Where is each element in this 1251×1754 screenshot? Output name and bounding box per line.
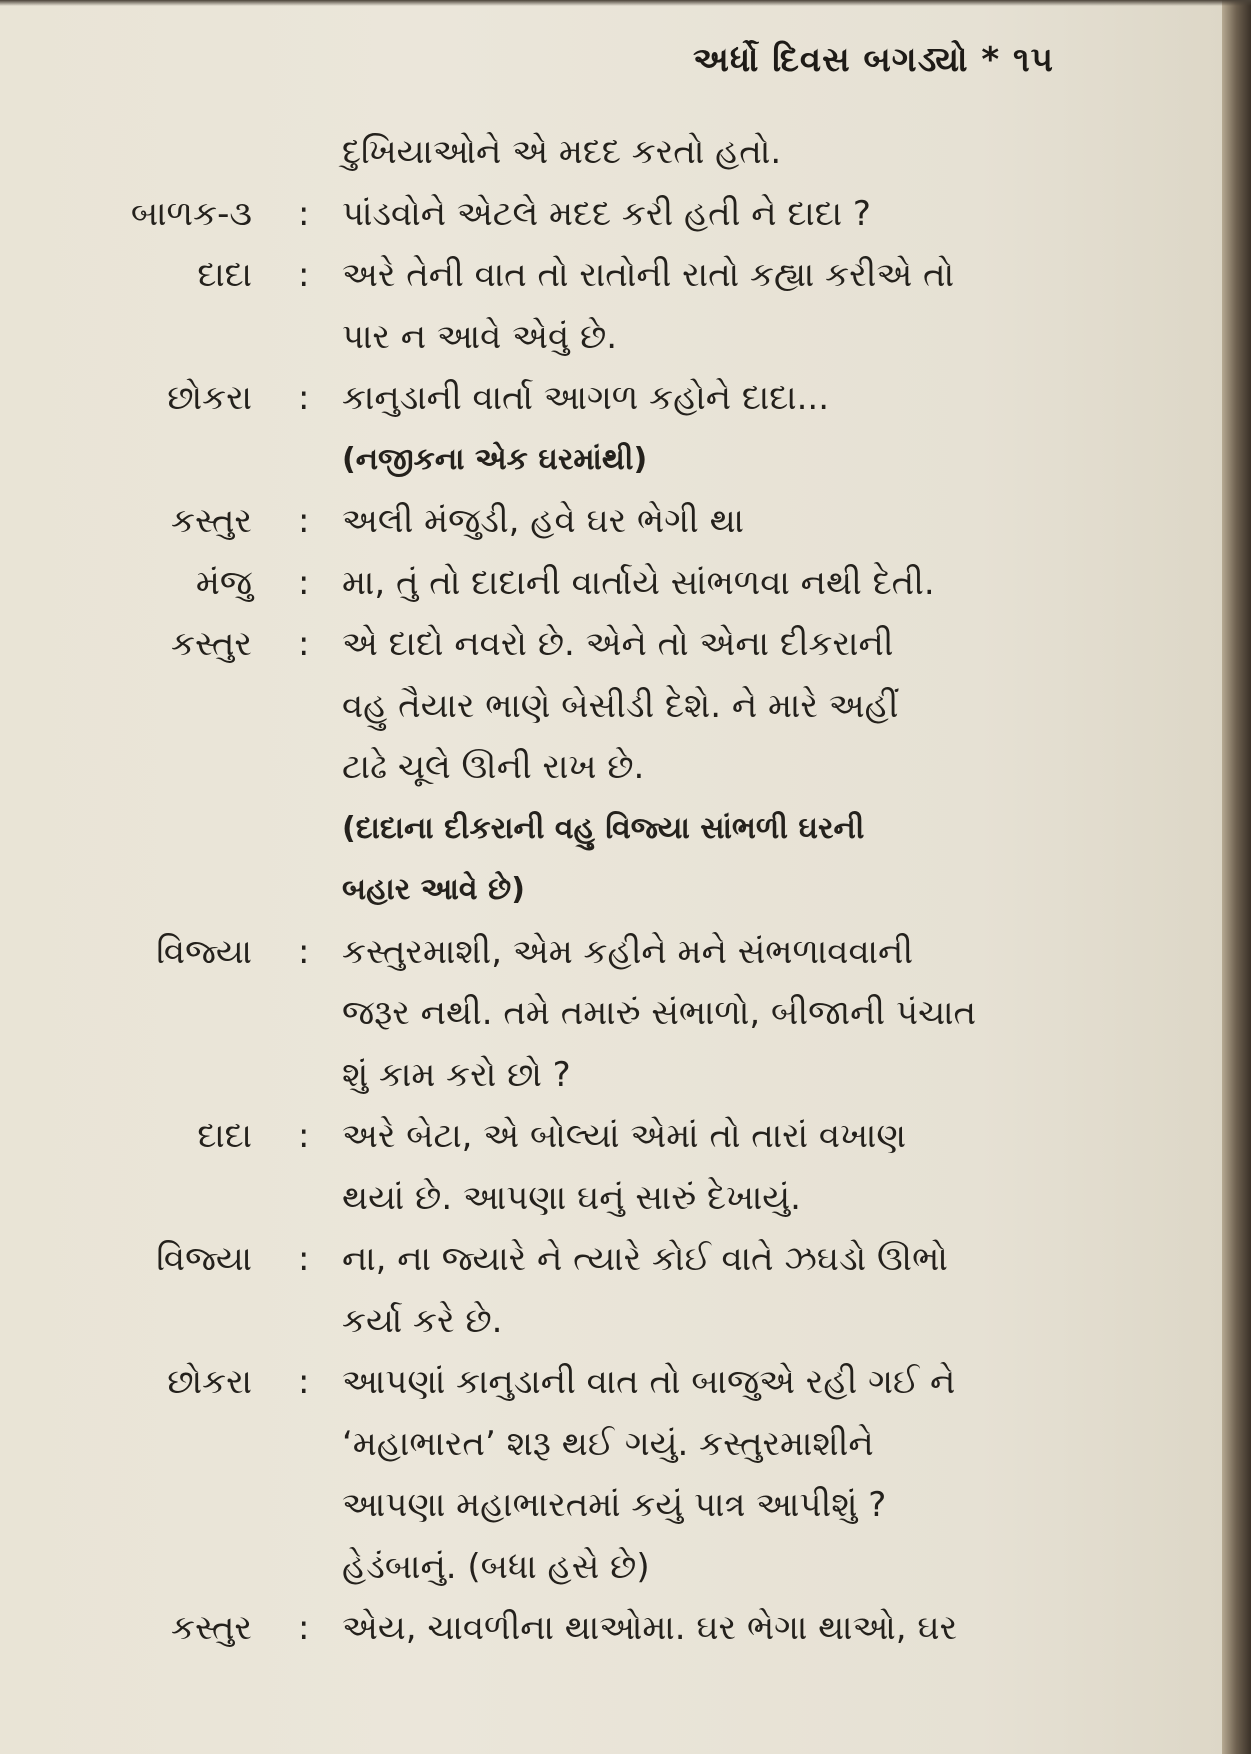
dialogue-line bbox=[0, 494, 1222, 548]
speaker-name: છોકરા bbox=[167, 1362, 252, 1402]
dialogue-text: જરૂર નથી. તમે તમારું સંભાળો, બીજાની પંચાત bbox=[342, 993, 977, 1033]
dialogue-text: થયાં છે. આપણા ઘનું સારું દેખાયું. bbox=[342, 1178, 801, 1218]
dialogue-line bbox=[0, 187, 1222, 241]
dialogue-line bbox=[0, 802, 1222, 856]
dialogue-text: શું કામ કરો છો ? bbox=[342, 1055, 571, 1095]
dialogue-text: કસ્તુરમાશી, એમ કહીને મને સંભળાવવાની bbox=[342, 932, 914, 972]
top-shadow bbox=[0, 0, 1251, 6]
dialogue-line bbox=[0, 125, 1222, 179]
speaker-colon: : bbox=[298, 255, 310, 295]
dialogue-text: પાંડવોને એટલે મદદ કરી હતી ને દાદા ? bbox=[342, 194, 871, 234]
dialogue-text: આપણાં કાનુડાની વાત તો બાજુએ રહી ગઈ ને bbox=[342, 1362, 956, 1402]
speaker-name: વિજ્યા bbox=[156, 1239, 252, 1279]
dialogue-line bbox=[0, 433, 1222, 487]
dialogue-text: અરે બેટા, એ બોલ્યાં એમાં તો તારાં વખાણ bbox=[342, 1116, 906, 1156]
dialogue-text: દુખિયાઓને એ મદદ કરતો હતો. bbox=[342, 132, 782, 172]
speaker-colon: : bbox=[298, 1362, 310, 1402]
dialogue-line bbox=[0, 310, 1222, 364]
dialogue-line bbox=[0, 1355, 1222, 1409]
speaker-name: છોકરા bbox=[167, 378, 252, 418]
dialogue-line bbox=[0, 1601, 1222, 1655]
dialogue-text: ટાઢે ચૂલે ઊની રાખ છે. bbox=[342, 747, 645, 787]
dialogue-line bbox=[0, 556, 1222, 610]
dialogue-line bbox=[0, 371, 1222, 425]
speaker-name: વિજ્યા bbox=[156, 932, 252, 972]
dialogue-line bbox=[0, 925, 1222, 979]
running-header: અર્ધો દિવસ બગડ્યો * ૧૫ bbox=[692, 40, 1054, 80]
speaker-colon: : bbox=[298, 932, 310, 972]
dialogue-text: એ દાદો નવરો છે. એને તો એના દીકરાની bbox=[342, 624, 894, 664]
speaker-colon: : bbox=[298, 1608, 310, 1648]
speaker-colon: : bbox=[298, 624, 310, 664]
dialogue-text: અલી મંજુડી, હવે ઘર ભેગી થા bbox=[342, 501, 744, 541]
dialogue-line bbox=[0, 617, 1222, 671]
speaker-name: કસ્તુર bbox=[171, 501, 252, 541]
dialogue-text: ના, ના જ્યારે ને ત્યારે કોઈ વાતે ઝઘડો ઊભો bbox=[342, 1239, 948, 1279]
dialogue-line bbox=[0, 1232, 1222, 1286]
stage-direction: (નજીકના એક ઘરમાંથી) bbox=[342, 442, 648, 477]
speaker-colon: : bbox=[298, 1239, 310, 1279]
dialogue-text: આપણા મહાભારતમાં કયું પાત્ર આપીશું ? bbox=[342, 1485, 887, 1525]
dialogue-line bbox=[0, 1417, 1222, 1471]
dialogue-text: એય, ચાવળીના થાઓમા. ઘર ભેગા થાઓ, ઘર bbox=[342, 1608, 958, 1648]
dialogue-text: હેડંબાનું. (બધા હસે છે) bbox=[342, 1547, 650, 1587]
speaker-name: દાદા bbox=[197, 1116, 252, 1156]
dialogue-text: પાર ન આવે એવું છે. bbox=[342, 317, 618, 357]
speaker-colon: : bbox=[298, 194, 310, 234]
dialogue-line bbox=[0, 1478, 1222, 1532]
dialogue-line bbox=[0, 1048, 1222, 1102]
dialogue-line bbox=[0, 1109, 1222, 1163]
speaker-colon: : bbox=[298, 501, 310, 541]
speaker-colon: : bbox=[298, 378, 310, 418]
dialogue-text: કર્યા કરે છે. bbox=[342, 1301, 503, 1341]
speaker-colon: : bbox=[298, 1116, 310, 1156]
dialogue-text: મા, તું તો દાદાની વાર્તાયે સાંભળવા નથી દેતી. bbox=[342, 563, 935, 603]
dialogue-line bbox=[0, 679, 1222, 733]
dialogue-line bbox=[0, 1540, 1222, 1594]
speaker-name: બાળક-૩ bbox=[130, 194, 252, 234]
dialogue-line bbox=[0, 986, 1222, 1040]
dialogue-line bbox=[0, 740, 1222, 794]
dialogue-text: કાનુડાની વાર્તા આગળ કહોને દાદા... bbox=[342, 378, 830, 418]
speaker-name: મંજુ bbox=[195, 563, 252, 603]
stage-direction: બહાર આવે છે) bbox=[342, 872, 525, 907]
stage-direction: (દાદાના દીકરાની વહુ વિજ્યા સાંભળી ઘરની bbox=[342, 811, 865, 846]
dialogue-line bbox=[0, 1171, 1222, 1225]
dialogue-line bbox=[0, 248, 1222, 302]
dialogue-text: વહુ તૈયાર ભાણે બેસીડી દેશે. ને મારે અહીં bbox=[342, 686, 899, 726]
dialogue-text: ‘મહાભારત’ શરૂ થઈ ગયું. કસ્તુરમાશીને bbox=[342, 1424, 874, 1464]
page-edge bbox=[1222, 0, 1251, 1754]
speaker-name: કસ્તુર bbox=[171, 1608, 252, 1648]
speaker-name: દાદા bbox=[197, 255, 252, 295]
dialogue-line bbox=[0, 863, 1222, 917]
speaker-name: કસ્તુર bbox=[171, 624, 252, 664]
dialogue-line bbox=[0, 1294, 1222, 1348]
dialogue-text: અરે તેની વાત તો રાતોની રાતો કહ્યા કરીએ તો bbox=[342, 255, 955, 295]
speaker-colon: : bbox=[298, 563, 310, 603]
